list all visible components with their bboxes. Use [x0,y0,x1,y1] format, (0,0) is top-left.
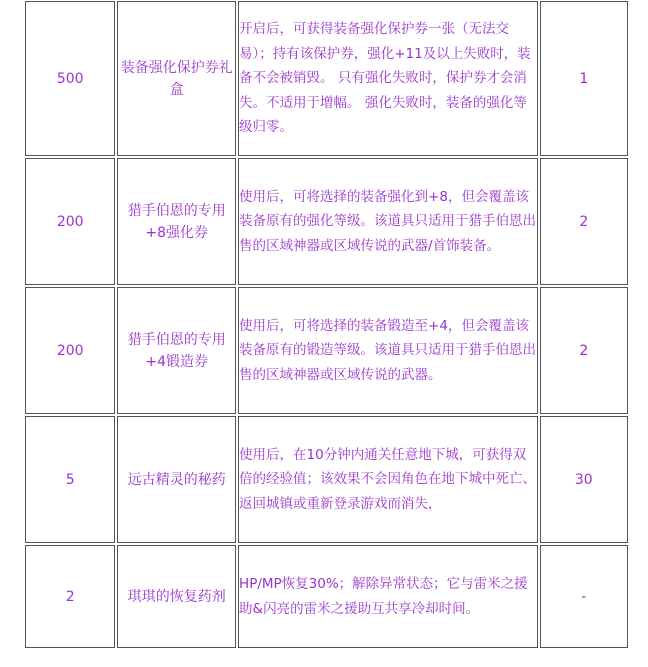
limit-value: 2 [579,213,589,230]
item-description: HP/MP恢复30%；解除异常状态；它与雷米之援助&闪亮的雷米之援助互共享冷却时间。 [239,576,528,617]
price-cell [25,545,115,648]
price-value: 500 [56,70,84,87]
description-cell [238,545,538,648]
price-cell [25,158,115,285]
price-value: 2 [65,588,75,605]
price-cell [25,1,115,156]
description-cell [238,416,538,543]
item-description: 开启后，可获得装备强化保护券一张（无法交易）；持有该保护券，强化+11及以上失败时，装备不会被销毁。 只有强化失败时，保护券才会消失。不适用于增幅。 强化失败时，装备的强化等级归零。 [239,21,531,136]
item-name-cell [117,1,236,156]
price-value: 5 [65,471,75,488]
limit-value: - [581,588,587,605]
item-description: 使用后，可将选择的装备强化到+8，但会覆盖该装备原有的强化等级。该道具只适用于猎手伯恩出售的区域神器或区域传说的武器/首饰装备。 [239,188,537,254]
item-name-cell [117,158,236,285]
limit-cell [540,416,628,543]
item-description: 使用后，可将选择的装备锻造至+4，但会覆盖该装备原有的锻造等级。该道具只适用于猎手伯恩出售的区域神器或区域传说的武器。 [239,317,537,383]
price-value: 200 [56,213,84,230]
item-table [23,0,630,650]
limit-value: 2 [579,342,589,359]
price-cell [25,416,115,543]
item-name: 琪琪的恢复药剂 [127,588,226,605]
description-cell [238,1,538,156]
item-name: 猎手伯恩的专用+8强化券 [127,202,226,241]
price-value: 200 [56,342,84,359]
item-name-cell [117,287,236,414]
limit-cell [540,1,628,156]
limit-value: 1 [579,70,589,87]
table-row [25,287,628,414]
description-cell [238,287,538,414]
limit-value: 30 [574,471,593,488]
table-row [25,416,628,543]
item-name-cell [117,545,236,648]
description-cell [238,158,538,285]
item-name: 猎手伯恩的专用+4锻造券 [127,331,226,370]
item-name: 远古精灵的秘药 [127,471,226,488]
table-row [25,1,628,156]
table-row [25,158,628,285]
item-table-container [23,0,630,650]
table-row [25,545,628,648]
price-cell [25,287,115,414]
limit-cell [540,158,628,285]
limit-cell [540,545,628,648]
item-name-cell [117,416,236,543]
item-description: 使用后，在10分钟内通关任意地下城，可获得双倍的经验值；该效果不会因角色在地下城中死亡、返回城镇或重新登录游戏而消失， [239,446,537,512]
limit-cell [540,287,628,414]
item-name: 装备强化保护券礼盒 [120,59,233,98]
